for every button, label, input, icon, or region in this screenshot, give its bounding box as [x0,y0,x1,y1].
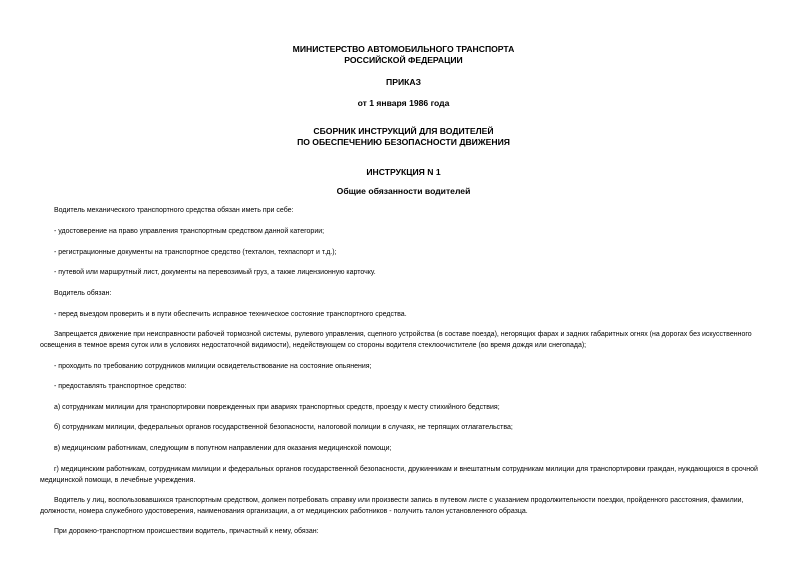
ministry-title-line1: МИНИСТЕРСТВО АВТОМОБИЛЬНОГО ТРАНСПОРТА [292,44,515,54]
ministry-title-line2: РОССИЙСКОЙ ФЕДЕРАЦИИ [344,55,463,65]
paragraph: Водитель обязан: [54,290,112,297]
paragraph: Водитель у лиц, воспользовавшихся транспортным средством, должен потребовать справку или произвести запись в путевом листе с указанием продолжительности поездки, пройденного расстояния, фамилии, должности, номера служебного удостоверения, наименования организации, а от медицинских работников - получить талон установленного образца. [40,497,744,515]
list-item: - удостоверение на право управления транспортным средством данной категории; [54,228,325,235]
collection-title-line1: СБОРНИК ИНСТРУКЦИЙ ДЛЯ ВОДИТЕЛЕЙ [313,126,494,136]
doc-date: от 1 января 1986 года [357,98,450,108]
list-item: - путевой или маршрутный лист, документы на перевозимый груз, а также лицензионную карточку. [54,269,376,276]
list-item: - предоставлять транспортное средство: [54,383,187,390]
collection-title-line2: ПО ОБЕСПЕЧЕНИЮ БЕЗОПАСНОСТИ ДВИЖЕНИЯ [297,137,510,147]
list-item: б) сотрудникам милиции, федеральных органов государственной безопасности, налоговой полиции в случаях, не терпящих отлагательства; [54,424,513,431]
paragraph: Запрещается движение при неисправности рабочей тормозной системы, рулевого управления, сцепного устройства (в составе поезда), негорящих фарах и задних габаритных огнях (на дорогах без искусственного освещения в темное время суток или в условиях недостаточной видимости), недействующем со стороны водителя стеклоочистителе (во время дождя или снегопада); [40,331,752,349]
list-item: - проходить по требованию сотрудников милиции освидетельствование на состояние опьянения; [54,363,372,370]
list-item: в) медицинским работникам, следующим в попутном направлении для оказания медицинской помощи; [54,445,392,452]
list-item: - регистрационные документы на транспортное средство (техталон, техпаспорт и т.д.); [54,249,337,256]
list-item: - перед выездом проверить и в пути обеспечить исправное техническое состояние транспортного средства. [54,311,407,318]
instruction-heading: ИНСТРУКЦИЯ N 1 [366,167,441,177]
paragraph: Водитель механического транспортного средства обязан иметь при себе: [54,207,294,214]
paragraph: При дорожно-транспортном происшествии водитель, причастный к нему, обязан: [54,528,319,535]
section-heading: Общие обязанности водителей [336,186,471,196]
doc-type: ПРИКАЗ [386,77,421,87]
list-item: а) сотрудникам милиции для транспортировки поврежденных при авариях транспортных средств, проезду к месту стихийного бедствия; [54,404,500,411]
list-item: г) медицинским работникам, сотрудникам милиции и федеральных органов государственной безопасности, дружинникам и внештатным сотрудникам милиции для транспортировки граждан, нуждающихся в срочной медицинской помощи, в лечебные учреждения. [40,466,758,484]
